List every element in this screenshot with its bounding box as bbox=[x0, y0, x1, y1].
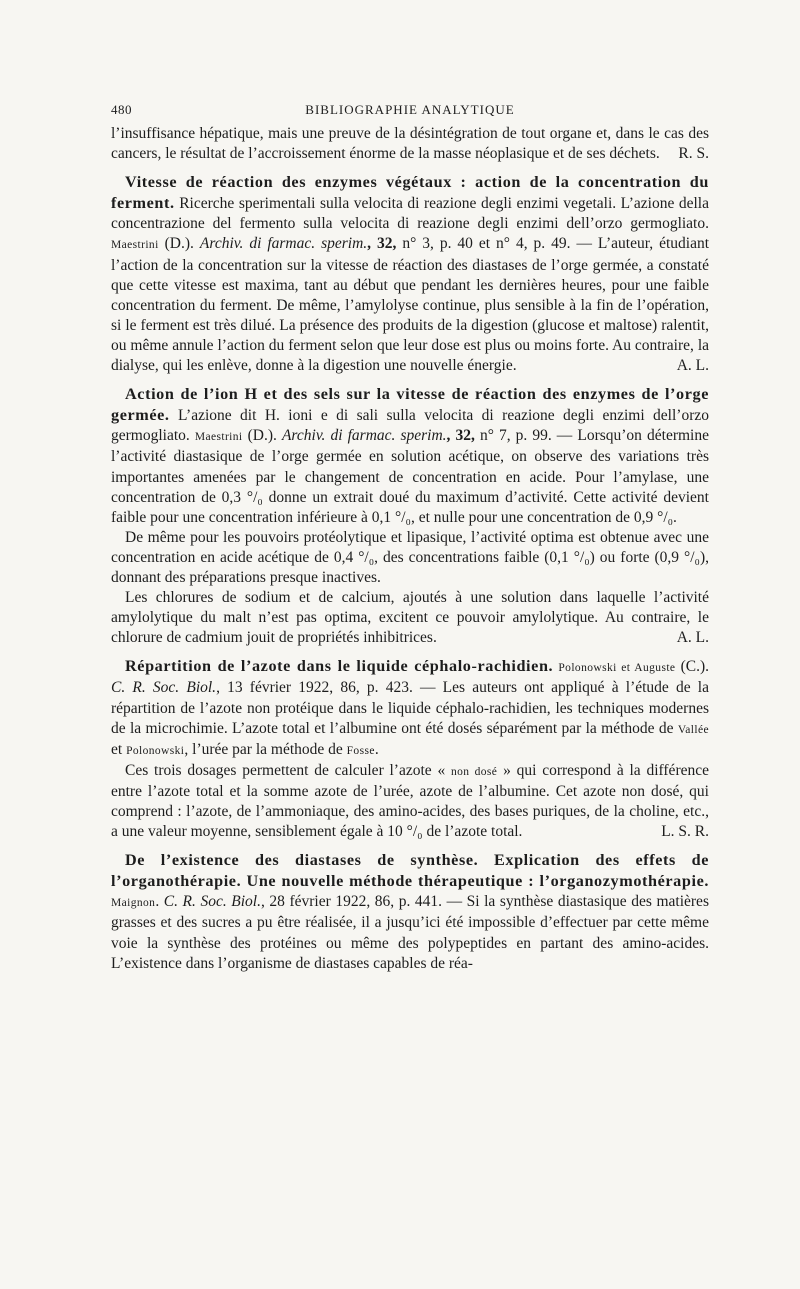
journal-name: Archiv. di farmac. sperim. bbox=[199, 235, 368, 253]
article-vitesse-reaction bbox=[111, 172, 709, 376]
journal-name: C. R. Soc. Biol. bbox=[163, 893, 261, 911]
article-signature: A. L. bbox=[676, 629, 709, 647]
page-number: 480 bbox=[111, 102, 132, 117]
article-text: n° 7, p. 99. — Lorsqu’on détermine l’activité diastasique de l’orge germée en solution acétique, on observe des variations très importantes amenées par le changement de concentration en acide. Pour l’amylase, une concentration de 0,3 °/₀ donne un extrait doué du maximum d’activité. Cette activité devient faible pour une concentration inférieure à 0,1 °/₀, et nulle pour une concentration de 0,9 °/₀. bbox=[111, 427, 709, 526]
conjunction: et bbox=[111, 740, 127, 758]
article-repartition-azote bbox=[111, 656, 709, 842]
journal-volume: , 32, bbox=[367, 235, 403, 253]
name-vallee: Vallée bbox=[677, 723, 709, 736]
intro-signature: R. S. bbox=[678, 145, 709, 163]
article-title: De l’existence des diastases de synthèse. Explication des effets de l’organothérapie. Une nouvelle méthode thérapeutique : l’organozymothérapie. bbox=[111, 851, 709, 891]
journal-volume: , 32, bbox=[446, 427, 480, 445]
author-initials: (D.). bbox=[242, 427, 282, 445]
article-text: Ces trois dosages permettent de calculer l’azote « bbox=[125, 761, 451, 779]
article-title: Action de l’ion H et des sels sur la vitesse de réaction des enzymes de l’orge germée. bbox=[111, 385, 709, 425]
intro-paragraph bbox=[111, 124, 709, 164]
article-text: , l’urée par la méthode de bbox=[184, 740, 347, 758]
author-initials: (C.). bbox=[675, 658, 709, 676]
article-diastases-synthese bbox=[111, 850, 709, 974]
article-author: Maestrini bbox=[111, 239, 159, 252]
article-text: Les chlorures de sodium et de calcium, ajoutés à une solution dans laquelle l’activité amylolytique du malt n’est pas optima, excitent ce pouvoir amylolytique. Au contraire, le chlorure de cadmium jouit de propriétés inhibitrices. bbox=[111, 589, 709, 647]
article-paragraph: De même pour les pouvoirs protéolytique et lipasique, l’activité optima est obtenue avec une concentration en acide acétique de 0,4 °/₀, des concentrations faible (0,1 °/₀) ou forte (0,9 °/₀), donnant des préparations presque inactives. bbox=[111, 528, 709, 586]
article-author: Polonowski et Auguste bbox=[558, 662, 676, 675]
article-paragraph bbox=[111, 761, 709, 842]
article-signature: A. L. bbox=[676, 357, 709, 375]
intro-text: l’insuffisance hépatique, mais une preuve de la désintégration de tout organe et, dans le cas des cancers, le résultat de l’accroissement énorme de la masse néoplasique et de ses déchets. bbox=[111, 125, 709, 163]
article-reference: L’azione dit H. ioni e di sali sulla velocita di reazione degli enzimi dell’orzo germogliato. bbox=[111, 407, 709, 445]
name-fosse: Fosse bbox=[346, 744, 375, 757]
article-author: Maignon bbox=[111, 897, 156, 910]
article-text: , 13 février 1922, 86, p. 423. — Les auteurs ont appliqué à l’étude de la répartition de l’azote non protéique dans le liquide céphalo-rachidien, les techniques modernes de la microchimie. L’azote total et l’albumine ont été dosés séparément par la méthode de bbox=[111, 679, 709, 737]
article-title: Vitesse de réaction des enzymes végétaux : action de la concentration du ferment. bbox=[111, 173, 709, 213]
running-title: BIBLIOGRAPHIE ANALYTIQUE bbox=[305, 102, 515, 117]
article-signature: L. S. R. bbox=[661, 823, 709, 841]
article-text: » qui correspond à la différence entre l’azote total et la somme azote de l’urée, azote de l’albumine. Cet azote non dosé, qui comprend : l’azote, de l’ammoniaque, des amino-acides, des bases puriques, de la choline, etc., a une valeur moyenne, sensiblement égale à 10 °/₀ de l’azote total. bbox=[111, 761, 709, 841]
period: . bbox=[374, 740, 379, 758]
author-initials: (D.). bbox=[158, 235, 200, 253]
page bbox=[111, 100, 709, 974]
journal-name: Archiv. di farmac. sperim. bbox=[281, 427, 447, 445]
name-polonowski: Polonowski bbox=[126, 744, 185, 757]
page-header bbox=[111, 100, 709, 124]
article-title: Répartition de l’azote dans le liquide céphalo-rachidien. bbox=[125, 657, 554, 676]
article-paragraph bbox=[111, 588, 709, 648]
article-text: , 28 février 1922, 86, p. 441. — Si la synthèse diastasique des matières grasses et des sucres a pu être réalisée, il a jusqu’ici été impossible d’effectuer par cette même voie la synthèse des protéines ou même des polypeptides en partant des amino-acides. L’existence dans l’organisme de diastases capables de réa- bbox=[111, 893, 709, 972]
non-dose: non dosé bbox=[450, 765, 498, 778]
page-body bbox=[111, 124, 709, 974]
article-reference: Ricerche sperimentali sulla velocita di reazione degli enzimi vegetali. L’azione della concentrazione del fermento sulla velocita di reazione degli enzimi dell’orzo germogliato. bbox=[111, 195, 709, 233]
article-ion-h bbox=[111, 384, 709, 648]
author-punctuation: . bbox=[155, 893, 164, 911]
journal-name: C. R. Soc. Biol. bbox=[111, 679, 217, 697]
article-text: n° 3, p. 40 et n° 4, p. 49. — L’auteur, étudiant l’action de la concentration sur la vitesse de réaction des diastases de l’orge germée, a constaté que cette vitesse est maxima, tant au début que pendant les dernières heures, pour une faible concentration du ferment. De même, l’amylolyse continue, plus sensible à la fin de l’opération, si le ferment est très dilué. La présence des produits de la digestion (glucose et maltose) ralentit, ou même annule l’action du ferment selon que leur dose est plus ou moins forte. Au contraire, la dialyse, qui les enlève, donne à la digestion une nouvelle énergie. bbox=[111, 235, 709, 375]
article-author: Maestrini bbox=[194, 431, 243, 444]
